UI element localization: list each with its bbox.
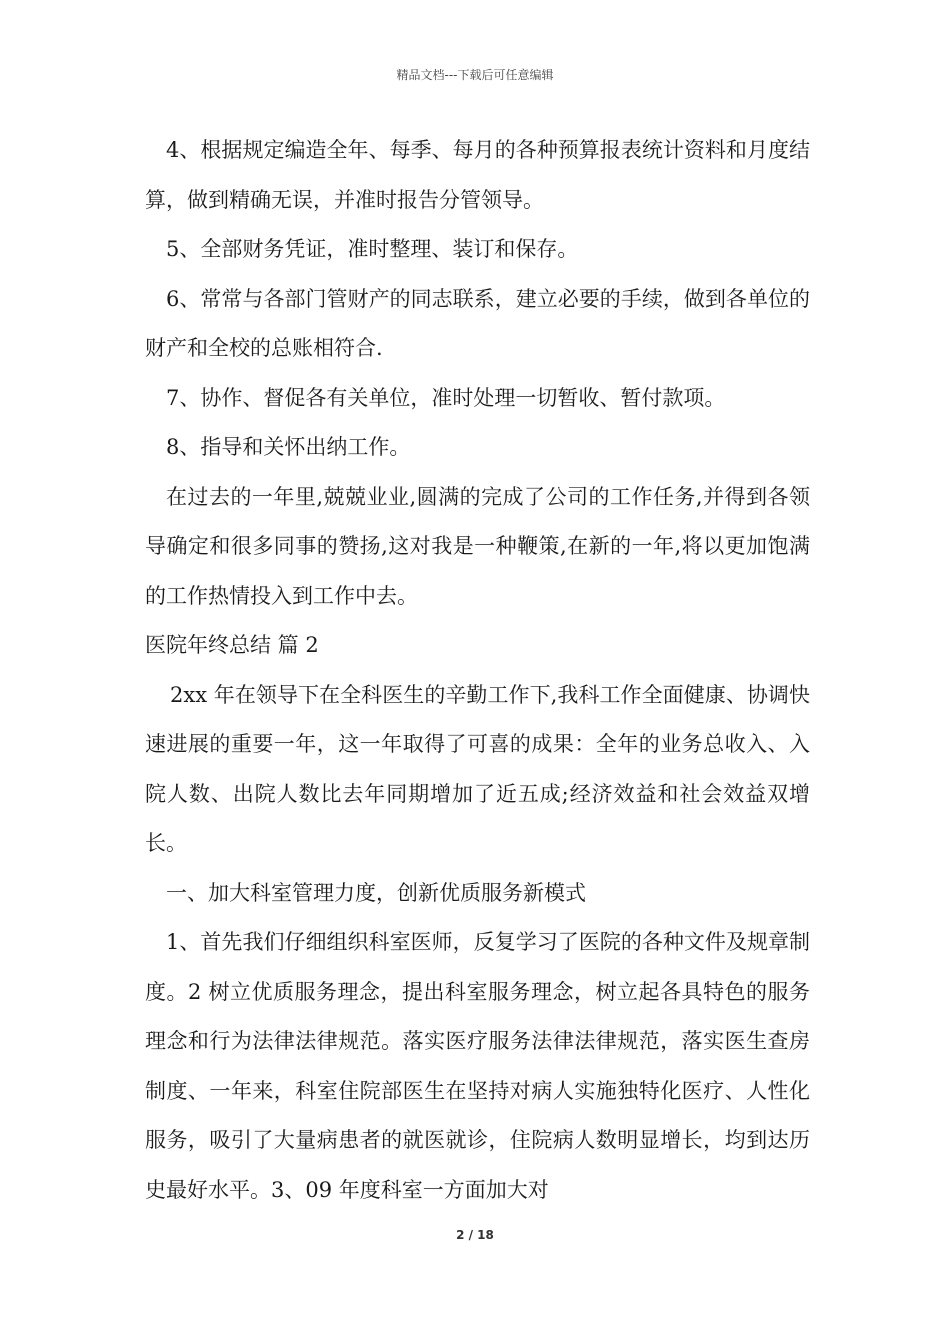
paragraph-item-5: 5、全部财务凭证，准时整理、装订和保存。: [166, 237, 579, 261]
section-detail-paragraph: 1、首先我们仔细组织科室医师，反复学习了医院的各种文件及规章制度。2 树立优质服务理念，提出科室服务理念，树立起各具特色的服务理念和行为法律法律规范。落实医疗服务法律法律规范，落实医生查房制度、一年来，科室住院部医生在坚持对病人实施独特化医疗、人性化服务，吸引了大量病患者的就医就诊，住院病人数明显增长，均到达历史最好水平。3、09 年度科室一方面加大对: [145, 930, 810, 1202]
paragraph-item-6: 6、常常与各部门管财产的同志联系，建立必要的手续，做到各单位的财产和全校的总账相符合.: [145, 286, 810, 360]
page-header: 精品文档---下载后可任意编辑: [396, 68, 554, 82]
section-subheading: 一、加大科室管理力度，创新优质服务新模式: [166, 880, 586, 905]
paragraph-item-7: 7、协作、督促各有关单位，准时处理一切暂收、暂付款项。: [166, 385, 726, 410]
page-number: 2 / 18: [456, 1228, 494, 1242]
document-body: [145, 126, 810, 1215]
paragraph-summary: 在过去的一年里,兢兢业业,圆满的完成了公司的工作任务,并得到各领导确定和很多同事的赞扬,这对我是一种鞭策,在新的一年,将以更加饱满的工作热情投入到工作中去。: [145, 484, 810, 608]
paragraph-item-4: 4、根据规定编造全年、每季、每月的各种预算报表统计资料和月度结算，做到精确无误，并准时报告分管领导。: [145, 138, 810, 212]
section-intro-paragraph: 2xx 年在领导下在全科医生的辛勤工作下,我科工作全面健康、协调快速进展的重要一年，这一年取得了可喜的成果：全年的业务总收入、入院人数、出院人数比去年同期增加了近五成;经济效益和社会效益双增长。: [145, 682, 810, 855]
section-title: 医院年终总结 篇 2: [145, 633, 319, 657]
paragraph-item-8: 8、指导和关怀出纳工作。: [166, 435, 411, 459]
